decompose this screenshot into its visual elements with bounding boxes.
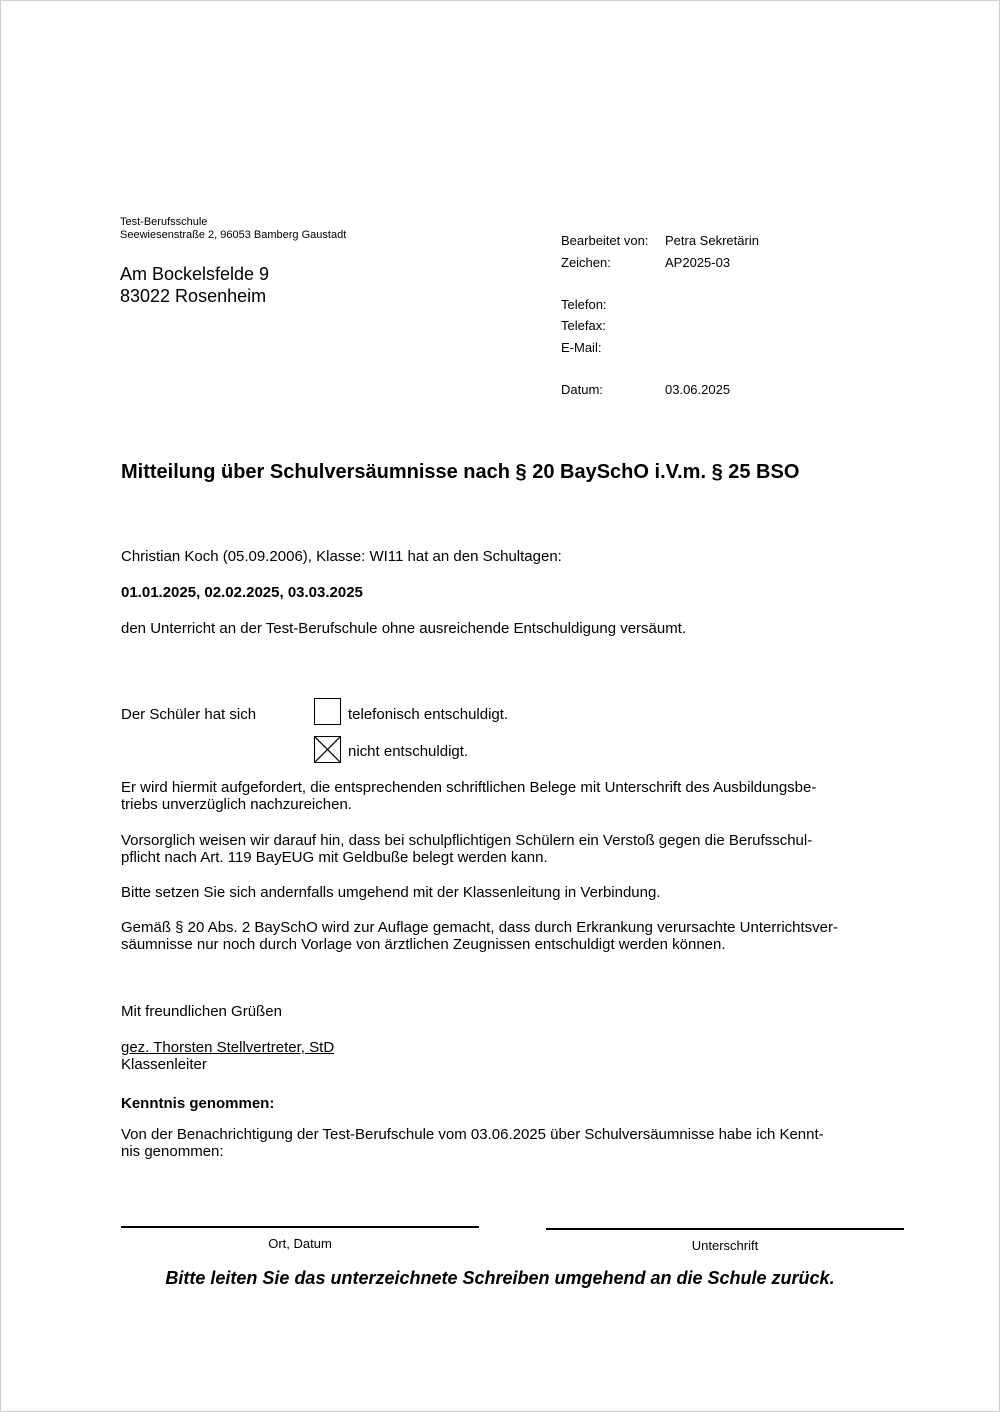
info-telefax xyxy=(561,318,665,333)
paragraph-line: pflicht nach Art. 119 BayEUG mit Geldbuße belegt werden kann. xyxy=(121,849,548,866)
ort-datum-line[interactable] xyxy=(121,1226,479,1228)
sender-address: Seewiesenstraße 2, 96053 Bamberg Gaustadt xyxy=(120,229,347,241)
zeichen-label: Zeichen: xyxy=(561,255,611,270)
recipient-address xyxy=(120,263,269,307)
paragraph-line: Er wird hiermit aufgefordert, die entsprechenden schriftlichen Belege mit Unterschrift des Ausbildungsbe- xyxy=(121,779,817,796)
datum-label: Datum: xyxy=(561,382,603,397)
datum-value: 03.06.2025 xyxy=(665,382,731,397)
bearbeitet-label: Bearbeitet von: xyxy=(561,233,649,248)
info-datum xyxy=(561,382,730,397)
kenntnis-text xyxy=(121,1126,911,1160)
signature-role: Klassenleiter xyxy=(121,1056,207,1073)
info-bearbeitet xyxy=(561,233,759,248)
checkbox-telefonisch[interactable] xyxy=(314,698,341,725)
zeichen-value: AP2025-03 xyxy=(665,255,731,270)
info-email xyxy=(561,340,665,355)
kenntnis-heading: Kenntnis genommen: xyxy=(121,1095,275,1112)
check-cross-icon xyxy=(315,737,340,762)
checkbox-nicht-entschuldigt[interactable] xyxy=(314,736,341,763)
option-telefonisch-label: telefonisch entschuldigt. xyxy=(348,706,509,723)
letter-title: Mitteilung über Schulversäumnisse nach § 20 BaySchO i.V.m. § 25 BSO xyxy=(121,461,800,483)
absence-dates: 01.01.2025, 02.02.2025, 03.03.2025 xyxy=(121,584,363,601)
closing: Mit freundlichen Grüßen xyxy=(121,1003,282,1020)
signature-name: gez. Thorsten Stellvertreter, StD xyxy=(121,1039,335,1056)
recipient-street: Am Bockelsfelde 9 xyxy=(120,264,270,284)
option-nicht-entschuldigt-label: nicht entschuldigt. xyxy=(348,743,469,760)
excuse-label: Der Schüler hat sich xyxy=(121,706,257,723)
kenntnis-line: Von der Benachrichtigung der Test-Berufschule vom 03.06.2025 über Schulversäumnisse habe ich Kennt- xyxy=(121,1126,824,1143)
info-zeichen xyxy=(561,255,730,270)
unterschrift-line[interactable] xyxy=(546,1228,904,1230)
paragraph-line: Gemäß § 20 Abs. 2 BaySchO wird zur Auflage gemacht, dass durch Erkrankung verursachte Unterrichtsver- xyxy=(121,919,838,936)
recipient-city: 83022 Rosenheim xyxy=(120,286,267,306)
unterschrift-label: Unterschrift xyxy=(691,1238,759,1253)
email-label: E-Mail: xyxy=(561,340,602,355)
footer-note: Bitte leiten Sie das unterzeichnete Schreiben umgehend an die Schule zurück. xyxy=(165,1268,835,1288)
paragraph-klassenleitung xyxy=(121,884,911,901)
paragraph-line: triebs unverzüglich nachzureichen. xyxy=(121,796,352,813)
telefax-label: Telefax: xyxy=(561,318,606,333)
sender-name: Test-Berufsschule xyxy=(120,216,208,228)
telefon-label: Telefon: xyxy=(561,297,607,312)
sender-block xyxy=(120,216,346,242)
info-telefon xyxy=(561,297,665,312)
paragraph-auflage xyxy=(121,919,911,953)
paragraph-verstoss xyxy=(121,832,911,866)
paragraph-line: Bitte setzen Sie sich andernfalls umgehend mit der Klassenleitung in Verbindung. xyxy=(121,884,661,901)
student-line: Christian Koch (05.09.2006), Klasse: WI11 hat an den Schultagen: xyxy=(121,548,562,565)
ort-datum-label: Ort, Datum xyxy=(268,1236,332,1251)
absence-line: den Unterricht an der Test-Berufschule ohne ausreichende Entschuldigung versäumt. xyxy=(121,620,687,637)
paragraph-belege xyxy=(121,779,911,813)
kenntnis-line: nis genommen: xyxy=(121,1143,224,1160)
paragraph-line: säumnisse nur noch durch Vorlage von ärztlichen Zeugnissen entschuldigt werden können. xyxy=(121,936,726,953)
bearbeitet-value: Petra Sekretärin xyxy=(665,233,759,248)
paragraph-line: Vorsorglich weisen wir darauf hin, dass bei schulpflichtigen Schülern ein Verstoß gegen die Berufsschul- xyxy=(121,832,813,849)
